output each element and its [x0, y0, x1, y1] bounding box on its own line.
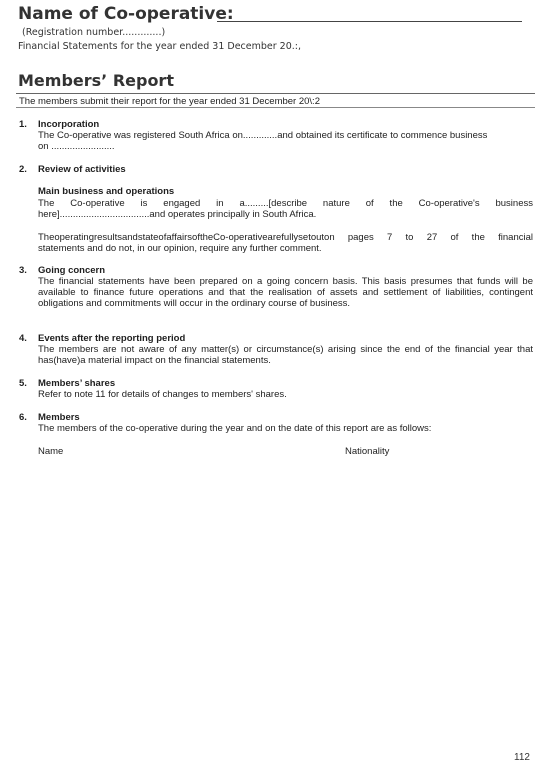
section-number: 5. — [19, 378, 27, 389]
coop-name-blank-line — [217, 21, 522, 22]
review-para2-line2: statements and do not, in our opinion, require any further comment. — [38, 243, 322, 254]
section-number: 2. — [19, 164, 27, 175]
section-heading-members-shares: Members’ shares — [38, 378, 116, 389]
incorporation-text-line2: on ........................ — [38, 141, 115, 152]
incorporation-text-line1: The Co-operative was registered South Africa on.............and obtained its certificate to commence business — [38, 130, 488, 141]
section-heading-events: Events after the reporting period — [38, 333, 186, 344]
coop-name-label: Name of Co-operative: — [18, 4, 234, 24]
registration-number: (Registration number.............) — [22, 27, 166, 38]
review-para1-line1: The Co-operative is engaged in a.........[describe nature of the Co-operative's business — [38, 198, 533, 209]
section-number: 1. — [19, 119, 27, 130]
section-number: 6. — [19, 412, 27, 423]
section-number: 4. — [19, 333, 27, 344]
members-column-name: Name — [38, 446, 64, 457]
report-title: Members’ Report — [18, 71, 174, 90]
financial-statements-line: Financial Statements for the year ended 31 December 20.:, — [18, 41, 301, 52]
intro-rule — [16, 107, 535, 108]
review-para1-line2: here]..................................and operates principally in South Africa. — [38, 209, 317, 220]
review-para2-line1: TheoperatingresultsandstateofaffairsoftheCo-operativearefullysetouton pages 7 to 27 of the financial — [38, 232, 533, 243]
report-intro: The members submit their report for the year ended 31 December 20\:2 — [19, 96, 320, 107]
section-heading-incorporation: Incorporation — [38, 119, 100, 130]
section-heading-members: Members — [38, 412, 80, 423]
going-concern-text: The financial statements have been prepared on a going concern basis. This basis presumes that funds will be available to finance future operations and that the realisation of assets and settlement of liabilities, contingent obligations and commitments will occur in the ordinary course of business. — [38, 276, 533, 309]
members-text: The members of the co-operative during the year and on the date of this report are as follows: — [38, 423, 432, 434]
title-rule — [16, 93, 535, 94]
members-column-nationality: Nationality — [345, 446, 390, 457]
section-number: 3. — [19, 265, 27, 276]
section-heading-review: Review of activities — [38, 164, 126, 175]
subheading-main-business: Main business and operations — [38, 186, 175, 197]
events-text: The members are not aware of any matter(s) or circumstance(s) arising since the end of the financial year that has(have)a material impact on the financial statements. — [38, 344, 533, 366]
section-heading-going-concern: Going concern — [38, 265, 106, 276]
page-number: 112 — [514, 752, 530, 763]
members-shares-text: Refer to note 11 for details of changes to members' shares. — [38, 389, 287, 400]
